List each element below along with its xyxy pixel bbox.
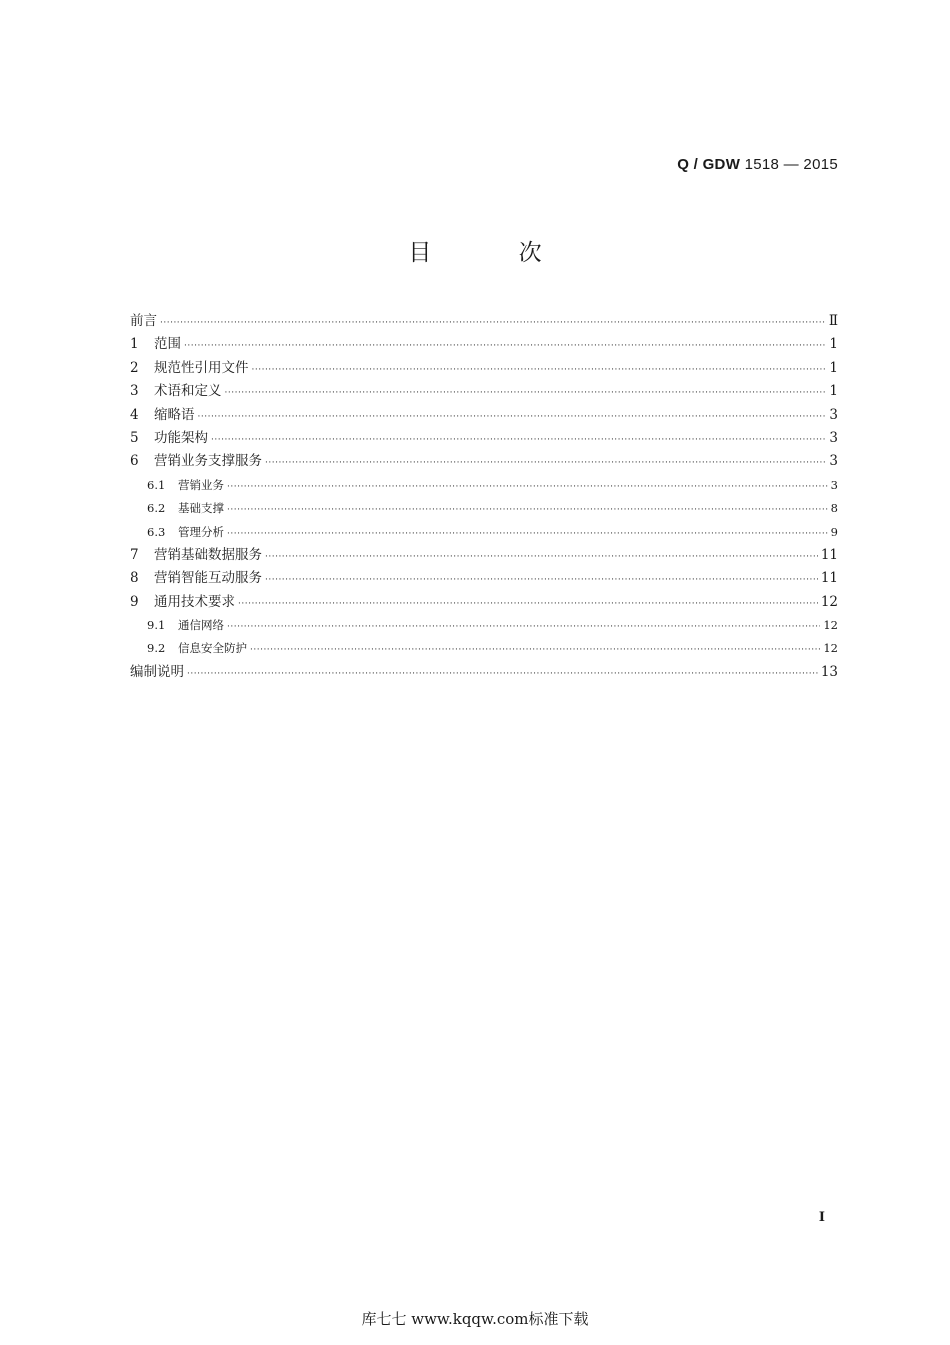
toc-entry-number: 2 [130, 359, 139, 376]
toc-entry-page: 12 [823, 618, 838, 633]
document-code-prefix: Q / GDW [677, 156, 741, 173]
toc-leader-dots [160, 312, 826, 335]
toc-entry-label: 营销基础数据服务 [154, 546, 262, 563]
toc-entry-number: 6.3 [147, 524, 166, 539]
toc-entry[interactable] [130, 567, 838, 590]
toc-entry-page: 12 [820, 593, 838, 610]
toc-entry-page: 11 [820, 546, 838, 563]
toc-entry-label: 通信网络 [178, 618, 224, 633]
toc-leader-dots [187, 663, 818, 686]
toc-leader-dots [265, 546, 818, 569]
toc-entry-number: 6 [130, 453, 139, 470]
toc-entry-number: 7 [130, 546, 139, 563]
toc-entry-label: 规范性引用文件 [154, 359, 249, 376]
toc-entry-number: 1 [130, 336, 139, 353]
table-of-contents [130, 310, 838, 684]
toc-entry-page: Ⅱ [828, 313, 838, 329]
toc-entry-number: 3 [130, 383, 139, 400]
toc-entry[interactable] [130, 404, 838, 427]
toc-entry-label: 管理分析 [178, 524, 224, 539]
toc-entry-number: 8 [130, 570, 139, 587]
toc-entry[interactable] [130, 427, 838, 450]
footer-watermark: 库七七 www.kqqw.com标准下载 [361, 1310, 589, 1328]
document-code-number: 1518 — 2015 [744, 156, 838, 173]
toc-entry-number: 6.1 [147, 477, 166, 492]
toc-leader-dots [250, 639, 820, 662]
toc-entry-label: 编制说明 [130, 663, 184, 680]
toc-entry-page: 3 [830, 477, 838, 492]
toc-leader-dots [227, 616, 820, 639]
toc-leader-dots [227, 476, 828, 499]
toc-leader-dots [227, 523, 828, 546]
toc-entry-page: 1 [829, 359, 838, 376]
toc-entry-label: 营销业务支撑服务 [154, 453, 262, 470]
toc-entry[interactable] [130, 357, 838, 380]
toc-entry-label: 前言 [130, 313, 157, 329]
toc-entry[interactable] [130, 474, 838, 497]
toc-entry[interactable] [130, 310, 838, 333]
toc-leader-dots [265, 452, 826, 475]
toc-entry[interactable] [130, 614, 838, 637]
toc-leader-dots [238, 593, 818, 616]
toc-entry-page: 1 [829, 336, 838, 353]
toc-entry-page: 13 [820, 663, 838, 680]
toc-entry[interactable] [130, 333, 838, 356]
toc-entry[interactable] [130, 497, 838, 520]
toc-entry-number: 4 [130, 406, 139, 423]
toc-entry-label: 功能架构 [154, 429, 208, 446]
toc-entry[interactable] [130, 450, 838, 473]
toc-leader-dots [211, 429, 826, 452]
toc-leader-dots [198, 406, 827, 429]
toc-entry-page: 9 [830, 524, 838, 539]
toc-entry-label: 营销智能互动服务 [154, 570, 262, 587]
toc-entry-label: 信息安全防护 [178, 641, 247, 656]
toc-entry-label: 术语和定义 [154, 383, 222, 400]
toc-entry-page: 3 [829, 406, 838, 423]
document-code [677, 156, 838, 173]
toc-entry[interactable] [130, 637, 838, 660]
toc-entry-number: 5 [130, 429, 139, 446]
toc-entry[interactable] [130, 380, 838, 403]
toc-entry-number: 9.2 [147, 641, 166, 656]
toc-entry-number: 6.2 [147, 501, 166, 516]
toc-title: 目 次 [408, 240, 582, 266]
toc-entry[interactable] [130, 521, 838, 544]
toc-leader-dots [265, 569, 818, 592]
toc-entry-page: 3 [829, 453, 838, 470]
toc-entry-label: 营销业务 [178, 477, 224, 492]
page-number: I [818, 1210, 825, 1225]
toc-entry-label: 基础支撑 [178, 501, 224, 516]
toc-entry-label: 通用技术要求 [154, 593, 235, 610]
toc-entry-page: 8 [830, 501, 838, 516]
toc-entry-page: 1 [829, 383, 838, 400]
toc-leader-dots [252, 359, 827, 382]
toc-entry-page: 12 [823, 641, 838, 656]
toc-entry-number: 9.1 [147, 618, 166, 633]
toc-leader-dots [225, 382, 827, 405]
toc-entry[interactable] [130, 544, 838, 567]
toc-entry-page: 11 [820, 570, 838, 587]
toc-entry-number: 9 [130, 593, 139, 610]
toc-entry[interactable] [130, 591, 838, 614]
toc-entry-page: 3 [829, 429, 838, 446]
toc-leader-dots [227, 499, 828, 522]
toc-leader-dots [184, 335, 826, 358]
toc-entry-label: 范围 [154, 336, 181, 353]
toc-entry-label: 缩略语 [154, 406, 195, 423]
toc-entry[interactable] [130, 661, 838, 684]
